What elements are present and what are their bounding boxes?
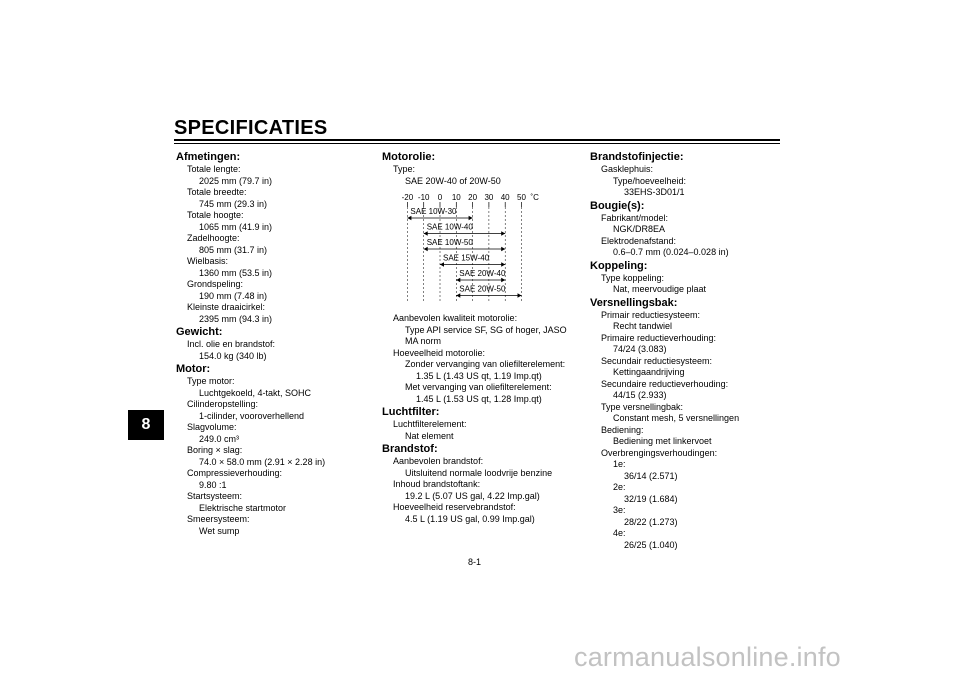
viscosity-band-arrowhead <box>440 262 444 266</box>
spec-subvalue: 33EHS-3D01/1 <box>624 187 685 197</box>
spec-value: Elektrische startmotor <box>199 502 287 513</box>
spec-label: Gasklephuis: <box>601 164 654 174</box>
spec-label: Totale lengte: <box>187 164 241 174</box>
temperature-tick-label: -10 <box>417 193 430 202</box>
spec-label: Type koppeling: <box>601 272 665 283</box>
section-heading: Afmetingen: <box>176 151 241 163</box>
spec-label: Startsysteem: <box>187 491 243 501</box>
watermark: carmanualsonline.info <box>574 642 841 672</box>
spec-value: 1065 mm (41.9 in) <box>199 221 273 232</box>
spec-label: Aanbevolen brandstof: <box>393 456 484 466</box>
viscosity-band-arrowhead <box>501 262 505 266</box>
viscosity-band-label: SAE 15W-40 <box>443 253 490 263</box>
section-tab: 8 <box>128 410 164 440</box>
spec-value: Kettingaandrijving <box>613 367 685 377</box>
spec-value: 1360 mm (53.5 in) <box>199 267 273 278</box>
spec-column-2 <box>382 151 582 525</box>
viscosity-band-label: SAE 10W-50 <box>426 238 473 247</box>
spec-label: Grondspeling: <box>187 279 244 289</box>
viscosity-band-arrowhead <box>518 293 522 297</box>
temperature-tick-label: 40 <box>500 193 510 202</box>
spec-label: Secundair reductiesysteem: <box>601 355 713 366</box>
viscosity-band-arrowhead <box>456 278 460 282</box>
viscosity-band-label: SAE 10W-40 <box>426 222 473 232</box>
engine-oil-details-block <box>382 313 582 525</box>
temperature-tick-label: 30 <box>484 193 494 202</box>
spec-value: Nat, meervoudige plaat <box>613 284 707 294</box>
spec-subvalue: 26/25 (1.040) <box>624 539 678 550</box>
spec-value: 4e: <box>613 528 626 538</box>
spec-value: 4.5 L (1.19 US gal, 0.99 Imp.gal) <box>405 513 535 524</box>
viscosity-band-label: SAE 10W-30 <box>410 207 457 216</box>
spec-value: 249.0 cm³ <box>199 433 240 444</box>
spec-value: Recht tandwiel <box>613 321 673 331</box>
spec-value: 3e: <box>613 505 626 515</box>
spec-label: Type motor: <box>187 376 235 386</box>
spec-value: 2395 mm (94.3 in) <box>199 313 273 324</box>
section-heading: Gewicht: <box>176 326 223 338</box>
spec-value: Bediening met linkervoet <box>613 436 712 446</box>
spec-label: Compressieverhouding: <box>187 468 283 478</box>
section-heading: Brandstof: <box>382 443 438 455</box>
section-heading: Versnellingsbak: <box>590 296 678 309</box>
viscosity-band-arrowhead <box>424 247 428 251</box>
spec-label: Fabrikant/model: <box>601 212 669 223</box>
viscosity-band-arrowhead <box>407 216 411 220</box>
spec-value: Nat element <box>405 430 454 441</box>
spec-value: 1-cilinder, vooroverhellend <box>199 410 305 421</box>
spec-value: 745 mm (29.3 in) <box>199 198 268 209</box>
section-heading: Brandstofinjectie: <box>590 151 684 163</box>
spec-label: Inhoud brandstoftank: <box>393 479 481 489</box>
spec-label: Type versnellingbak: <box>601 401 684 412</box>
section-heading: Bougie(s): <box>590 199 645 212</box>
spec-value: Zonder vervanging van oliefilterelement: <box>405 359 566 369</box>
spec-label: Hoeveelheid motorolie: <box>393 347 486 358</box>
spec-label: Incl. olie en brandstof: <box>187 339 276 349</box>
viscosity-band-arrowhead <box>456 293 460 297</box>
temperature-tick-label: 20 <box>468 193 478 202</box>
spec-subvalue: 28/22 (1.273) <box>624 516 678 527</box>
spec-label: Hoeveelheid reservebrandstof: <box>393 502 516 512</box>
viscosity-band-arrowhead <box>501 278 505 282</box>
spec-value: Wet sump <box>199 525 240 536</box>
viscosity-band-arrowhead <box>424 231 428 235</box>
spec-column-3 <box>590 151 780 551</box>
page-title: SPECIFICATIES <box>174 117 328 139</box>
spec-value: 74.0 × 58.0 mm (2.91 × 2.28 in) <box>199 456 326 467</box>
spec-label: Totale breedte: <box>187 187 247 197</box>
spec-label: Secundaire reductieverhouding: <box>601 378 729 389</box>
spec-label: Primaire reductieverhouding: <box>601 332 717 343</box>
spec-value: 19.2 L (5.07 US gal, 4.22 Imp.gal) <box>405 490 540 501</box>
temperature-tick-label: -20 <box>401 193 414 202</box>
spec-label: Type: <box>393 164 416 174</box>
spec-label: Boring × slag: <box>187 445 243 455</box>
viscosity-band-label: SAE 20W-50 <box>459 284 506 294</box>
title-rule-thin <box>174 143 780 144</box>
spec-value: 805 mm (31.7 in) <box>199 244 268 255</box>
spec-value: Constant mesh, 5 versnellingen <box>613 413 740 423</box>
spec-value: Type/hoeveelheid: <box>613 175 687 186</box>
spec-label: Luchtfilterelement: <box>393 419 467 429</box>
viscosity-band-arrowhead <box>501 231 505 235</box>
spec-value: Luchtgekoeld, 4-takt, SOHC <box>199 387 312 398</box>
spec-label: Elektrodenafstand: <box>601 235 677 246</box>
spec-label: Primair reductiesysteem: <box>601 309 701 320</box>
spec-value: NGK/DR8EA <box>613 224 666 234</box>
temperature-tick-label: 0 <box>437 193 443 202</box>
spec-label: Aanbevolen kwaliteit motorolie: <box>393 313 518 323</box>
spec-value: 154.0 kg (340 lb) <box>199 350 267 361</box>
spec-label: Totale hoogte: <box>187 210 244 220</box>
spec-column-1 <box>176 151 366 537</box>
spec-label: Bediening: <box>601 424 644 435</box>
spec-label: Slagvolume: <box>187 422 237 432</box>
viscosity-band-arrowhead <box>469 216 473 220</box>
spec-label: Overbrengingsverhoudingen: <box>601 447 718 458</box>
spec-subvalue: 36/14 (2.571) <box>624 470 678 481</box>
viscosity-band-label: SAE 20W-40 <box>459 269 506 278</box>
spec-label: Smeersysteem: <box>187 514 250 524</box>
section-heading: Koppeling: <box>590 259 648 272</box>
spec-value: 1e: <box>613 459 626 469</box>
spec-subvalue: 32/19 (1.684) <box>624 493 678 504</box>
temperature-tick-label: 50 <box>517 193 526 202</box>
title-rule <box>174 139 780 141</box>
spec-label: Zadelhoogte: <box>187 233 240 243</box>
section-heading: Motor: <box>176 363 211 375</box>
spec-value: 2e: <box>613 482 626 492</box>
spec-subvalue: 1.45 L (1.53 US qt, 1.28 Imp.qt) <box>416 393 542 404</box>
spec-value: 190 mm (7.48 in) <box>199 290 268 301</box>
temperature-unit: ˚C <box>530 193 539 202</box>
spec-value: Type API service SF, SG of hoger, JASO <box>405 324 567 335</box>
spec-value: SAE 20W-40 of 20W-50 <box>405 175 501 186</box>
spec-value: MA norm <box>405 336 442 346</box>
spec-value: Met vervanging van oliefilterelement: <box>405 382 552 392</box>
temperature-tick-label: 10 <box>451 193 461 202</box>
engine-oil-type-block <box>382 151 582 187</box>
page-number: 8-1 <box>468 557 482 567</box>
spec-label: Wielbasis: <box>187 256 229 266</box>
section-heading: Motorolie: <box>382 151 436 163</box>
spec-subvalue: 1.35 L (1.43 US qt, 1.19 Imp.qt) <box>416 370 542 381</box>
spec-label: Cilinderopstelling: <box>187 399 259 409</box>
spec-value: Uitsluitend normale loodvrije benzine <box>405 467 553 478</box>
spec-value: 9.80 :1 <box>199 479 227 490</box>
section-heading: Luchtfilter: <box>382 406 440 418</box>
spec-value: 2025 mm (79.7 in) <box>199 175 273 186</box>
spec-value: 74/24 (3.083) <box>613 344 667 354</box>
spec-value: 0.6–0.7 mm (0.024–0.028 in) <box>613 247 729 257</box>
spec-value: 44/15 (2.933) <box>613 390 667 400</box>
viscosity-band-arrowhead <box>501 247 505 251</box>
oil-viscosity-chart <box>400 190 580 310</box>
spec-label: Kleinste draaicirkel: <box>187 302 266 312</box>
